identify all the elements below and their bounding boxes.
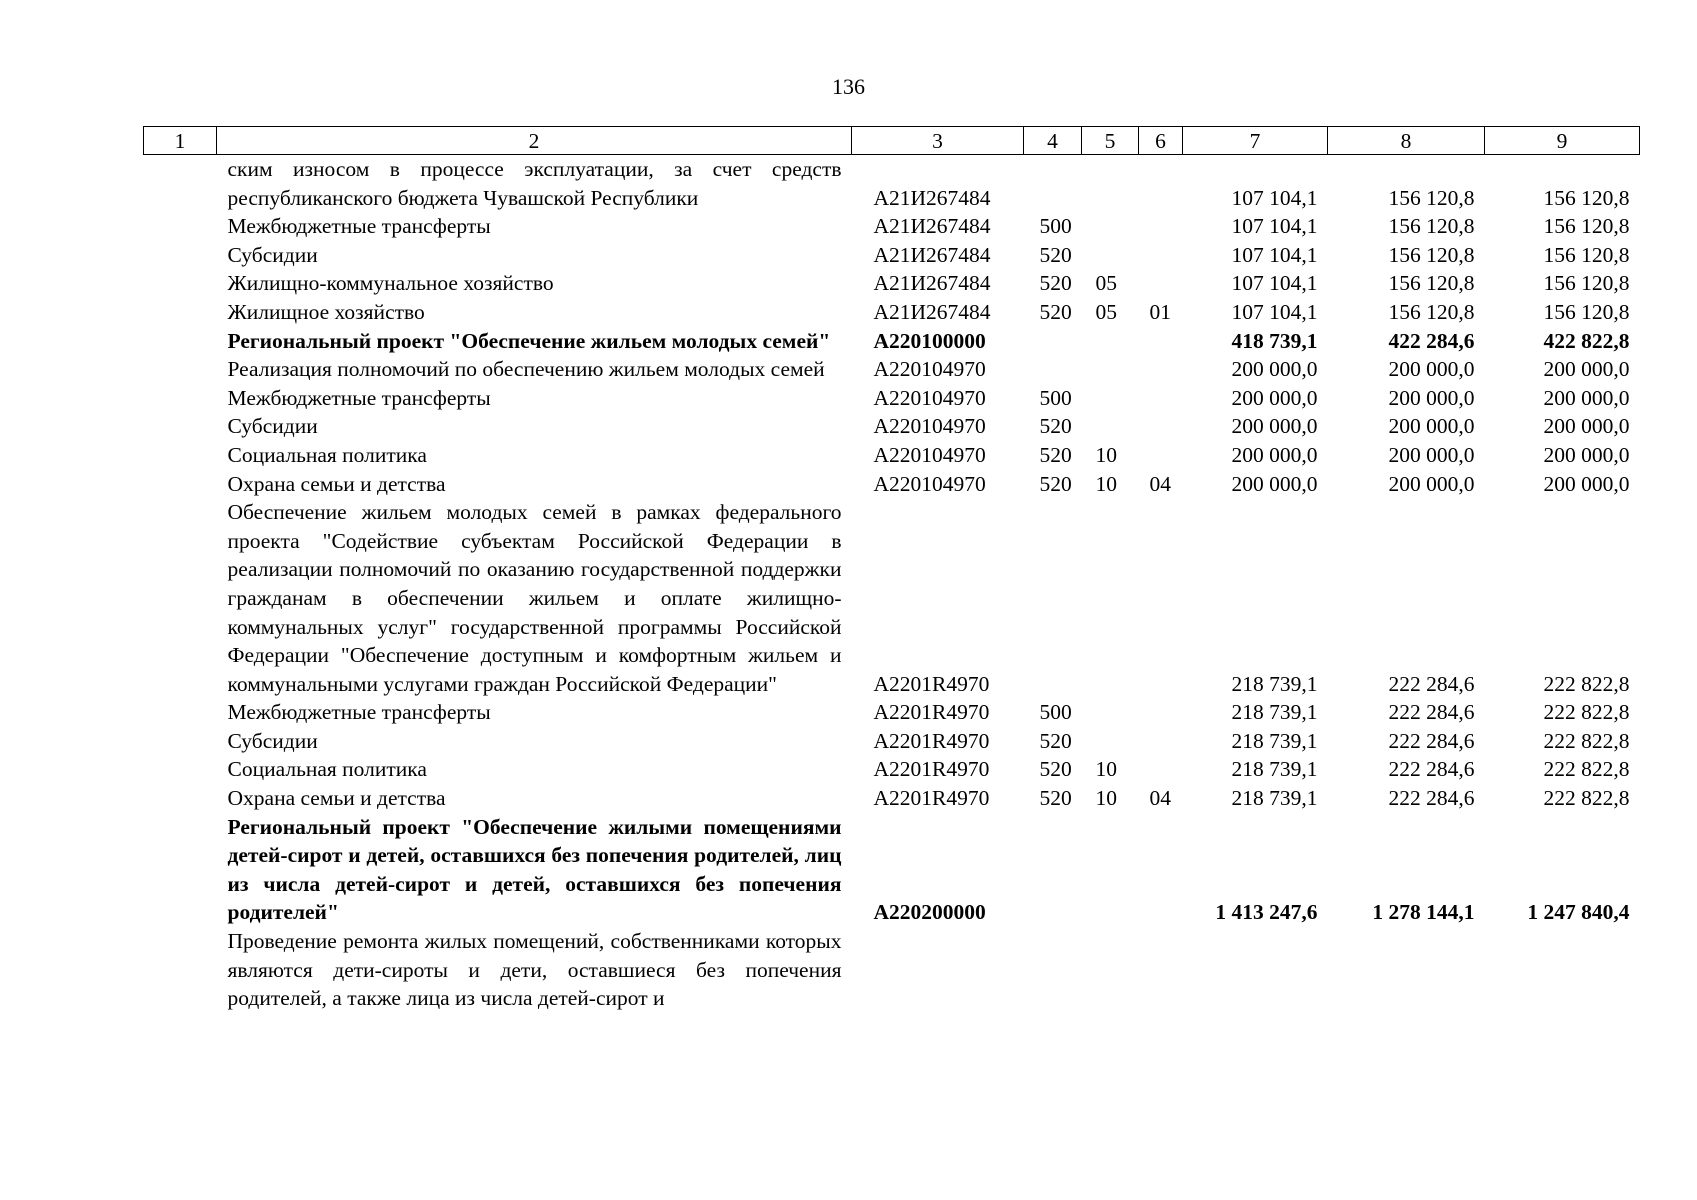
row-amount-col7: 200 000,0 (1231, 471, 1318, 496)
row-amount-col7 (1183, 927, 1328, 1013)
row-code: А220104970 (873, 357, 986, 382)
row-amount-col9: 422 822,8 (1543, 328, 1630, 353)
row-amount-col9: 222 822,8 (1543, 700, 1630, 725)
row-expense-type: 520 (1039, 728, 1072, 753)
table-row (144, 212, 1640, 241)
row-amount-col7: 218 739,1 (1231, 728, 1318, 753)
row-amount-col8: 222 284,6 (1388, 671, 1475, 696)
row-name: Межбюджетные трансферты (227, 385, 491, 410)
row-amount-col8 (1328, 927, 1485, 1013)
row-section (1082, 384, 1139, 413)
table-row (144, 727, 1640, 756)
header-col-3: 3 (852, 127, 1024, 155)
row-amount-col9: 200 000,0 (1543, 357, 1630, 382)
row-section (1082, 727, 1139, 756)
row-amount-col8: 156 120,8 (1388, 271, 1475, 296)
table-body (144, 155, 1640, 1013)
row-amount-col8: 156 120,8 (1388, 214, 1475, 239)
row-expense-type (1024, 355, 1082, 384)
table-row (144, 470, 1640, 499)
row-amount-col7: 107 104,1 (1231, 242, 1318, 267)
row-expense-type: 500 (1039, 700, 1072, 725)
row-amount-col9: 200 000,0 (1543, 414, 1630, 439)
row-section (1082, 327, 1139, 356)
header-col-8: 8 (1328, 127, 1485, 155)
row-section: 05 (1095, 271, 1117, 296)
row-expense-type: 520 (1039, 786, 1072, 811)
row-name: Охрана семьи и детства (227, 471, 446, 496)
row-name: Жилищное хозяйство (227, 299, 425, 324)
row-code: А21И267484 (873, 242, 991, 267)
header-col-5: 5 (1082, 127, 1139, 155)
table-row (144, 155, 1640, 213)
row-amount-col7: 107 104,1 (1231, 185, 1318, 210)
row-expense-type (1024, 155, 1082, 213)
row-section: 10 (1095, 757, 1117, 782)
row-name: Социальная политика (227, 442, 427, 467)
table-row (144, 269, 1640, 298)
row-amount-col7: 107 104,1 (1231, 214, 1318, 239)
header-col-1: 1 (144, 127, 217, 155)
table-row (144, 298, 1640, 327)
row-amount-col8: 200 000,0 (1388, 414, 1475, 439)
row-section (1082, 698, 1139, 727)
row-amount-col8: 200 000,0 (1388, 357, 1475, 382)
row-name: Реализация полномочий по обеспечению жильем молодых семей (227, 357, 825, 382)
row-section (1082, 212, 1139, 241)
row-name: Региональный проект "Обеспечение жилыми помещениями детей-сирот и детей, оставшихся без попечения родителей, лиц из числа детей-сирот и детей, оставшихся без попечения родителей" (227, 814, 842, 925)
row-subsection (1139, 698, 1183, 727)
table-header (144, 127, 1640, 155)
row-subsection (1139, 412, 1183, 441)
row-name: Субсидии (227, 728, 318, 753)
row-amount-col8: 422 284,6 (1388, 328, 1475, 353)
row-section (1082, 155, 1139, 213)
row-code: А2201R4970 (873, 786, 990, 811)
row-subsection (1139, 755, 1183, 784)
row-expense-type (1024, 498, 1082, 698)
row-subsection (1139, 355, 1183, 384)
row-name: Проведение ремонта жилых помещений, собственниками которых являются дети-сироты и дети, оставшиеся без попечения родителей, а также лица из числа детей-сирот и (227, 929, 842, 1011)
row-amount-col8: 200 000,0 (1388, 385, 1475, 410)
row-subsection: 04 (1149, 471, 1171, 496)
table-row (144, 784, 1640, 813)
row-code: А220104970 (873, 471, 986, 496)
row-section: 10 (1095, 442, 1117, 467)
row-amount-col8: 222 284,6 (1388, 700, 1475, 725)
row-section: 10 (1095, 786, 1117, 811)
row-amount-col7: 218 739,1 (1231, 757, 1318, 782)
row-section (1082, 241, 1139, 270)
row-name: Субсидии (227, 414, 318, 439)
row-expense-type: 500 (1039, 385, 1072, 410)
row-amount-col8: 222 284,6 (1388, 757, 1475, 782)
row-expense-type: 520 (1039, 271, 1072, 296)
row-amount-col7: 107 104,1 (1231, 271, 1318, 296)
row-name: ским износом в процессе эксплуатации, за счет средств республиканского бюджета Чувашской Республики (227, 157, 842, 210)
row-section (1082, 927, 1139, 1013)
row-amount-col9: 156 120,8 (1543, 299, 1630, 324)
row-expense-type: 520 (1039, 471, 1072, 496)
budget-table (143, 126, 1640, 1013)
row-expense-type: 520 (1039, 242, 1072, 267)
row-subsection (1139, 727, 1183, 756)
row-amount-col7: 200 000,0 (1231, 385, 1318, 410)
row-subsection (1139, 384, 1183, 413)
row-code: А2201R4970 (873, 728, 990, 753)
table-row (144, 441, 1640, 470)
row-subsection (1139, 498, 1183, 698)
row-amount-col8: 156 120,8 (1388, 185, 1475, 210)
row-code (852, 927, 1024, 1013)
row-subsection (1139, 813, 1183, 927)
row-subsection: 01 (1149, 299, 1171, 324)
row-name: Социальная политика (227, 757, 427, 782)
row-amount-col9: 200 000,0 (1543, 471, 1630, 496)
row-amount-col9: 222 822,8 (1543, 728, 1630, 753)
row-section: 10 (1095, 471, 1117, 496)
row-amount-col7: 218 739,1 (1231, 700, 1318, 725)
table-row (144, 698, 1640, 727)
table-row (144, 498, 1640, 698)
row-code: А220100000 (873, 328, 986, 353)
row-code: А220104970 (873, 414, 986, 439)
header-col-4: 4 (1024, 127, 1082, 155)
row-code: А2201R4970 (873, 757, 990, 782)
row-code: А21И267484 (873, 214, 991, 239)
table-row (144, 241, 1640, 270)
row-amount-col9: 222 822,8 (1543, 671, 1630, 696)
row-expense-type: 520 (1039, 757, 1072, 782)
row-amount-col9: 222 822,8 (1543, 757, 1630, 782)
row-code: А220104970 (873, 385, 986, 410)
row-code: А2201R4970 (873, 671, 990, 696)
row-code: А220200000 (873, 900, 986, 925)
row-amount-col8: 200 000,0 (1388, 442, 1475, 467)
table-row (144, 355, 1640, 384)
row-subsection (1139, 927, 1183, 1013)
row-amount-col9: 156 120,8 (1543, 242, 1630, 267)
header-col-6: 6 (1139, 127, 1183, 155)
table-row (144, 384, 1640, 413)
row-name: Жилищно-коммунальное хозяйство (227, 271, 554, 296)
row-name: Межбюджетные трансферты (227, 214, 491, 239)
row-subsection (1139, 269, 1183, 298)
row-expense-type: 520 (1039, 442, 1072, 467)
row-amount-col8: 156 120,8 (1388, 299, 1475, 324)
row-code: А21И267484 (873, 299, 991, 324)
row-amount-col8: 156 120,8 (1388, 242, 1475, 267)
row-amount-col8: 1 278 144,1 (1372, 900, 1475, 925)
row-section (1082, 355, 1139, 384)
row-amount-col8: 200 000,0 (1388, 471, 1475, 496)
row-name: Охрана семьи и детства (227, 786, 446, 811)
row-subsection (1139, 441, 1183, 470)
row-name: Региональный проект "Обеспечение жильем молодых семей" (227, 328, 831, 353)
row-subsection (1139, 212, 1183, 241)
row-amount-col9: 200 000,0 (1543, 442, 1630, 467)
row-amount-col9: 1 247 840,4 (1527, 900, 1630, 925)
row-code: А21И267484 (873, 271, 991, 296)
row-amount-col7: 200 000,0 (1231, 414, 1318, 439)
row-amount-col8: 222 284,6 (1388, 786, 1475, 811)
row-expense-type: 520 (1039, 299, 1072, 324)
row-expense-type: 520 (1039, 414, 1072, 439)
row-code: А220104970 (873, 442, 986, 467)
row-code: А2201R4970 (873, 700, 990, 725)
header-col-2: 2 (217, 127, 852, 155)
row-name: Обеспечение жильем молодых семей в рамках федерального проекта "Содействие субъектам Российской Федерации в реализации полномочий по оказанию государственной поддержки гражданам в обеспечении жильем и оплате жилищно-коммунальных услуг" государственной программы Российской Федерации "Обеспечение доступным и комфортным жильем и коммунальными услугами граждан Российской Федерации" (227, 500, 842, 696)
row-amount-col8: 222 284,6 (1388, 728, 1475, 753)
page-number: 136 (832, 74, 865, 99)
table-row (144, 327, 1640, 356)
row-amount-col7: 218 739,1 (1231, 671, 1318, 696)
row-expense-type: 500 (1039, 214, 1072, 239)
row-amount-col7: 218 739,1 (1231, 786, 1318, 811)
header-col-9: 9 (1485, 127, 1640, 155)
row-amount-col7: 418 739,1 (1231, 328, 1318, 353)
row-section (1082, 498, 1139, 698)
row-subsection (1139, 155, 1183, 213)
row-amount-col9 (1485, 927, 1640, 1013)
row-amount-col9: 156 120,8 (1543, 185, 1630, 210)
row-section (1082, 813, 1139, 927)
row-section (1082, 412, 1139, 441)
table-row (144, 755, 1640, 784)
row-amount-col9: 156 120,8 (1543, 214, 1630, 239)
row-subsection (1139, 327, 1183, 356)
row-expense-type (1024, 813, 1082, 927)
table-row (144, 412, 1640, 441)
row-amount-col9: 222 822,8 (1543, 786, 1630, 811)
row-amount-col7: 200 000,0 (1231, 357, 1318, 382)
row-name: Межбюджетные трансферты (227, 700, 491, 725)
row-amount-col7: 1 413 247,6 (1215, 900, 1318, 925)
row-amount-col7: 200 000,0 (1231, 442, 1318, 467)
row-expense-type (1024, 927, 1082, 1013)
row-name: Субсидии (227, 242, 318, 267)
table-row (144, 813, 1640, 927)
row-amount-col7: 107 104,1 (1231, 299, 1318, 324)
row-expense-type (1024, 327, 1082, 356)
row-section: 05 (1095, 299, 1117, 324)
row-code: А21И267484 (873, 185, 991, 210)
row-subsection: 04 (1149, 786, 1171, 811)
table-row (144, 927, 1640, 1013)
row-subsection (1139, 241, 1183, 270)
header-col-7: 7 (1183, 127, 1328, 155)
row-amount-col9: 200 000,0 (1543, 385, 1630, 410)
row-amount-col9: 156 120,8 (1543, 271, 1630, 296)
